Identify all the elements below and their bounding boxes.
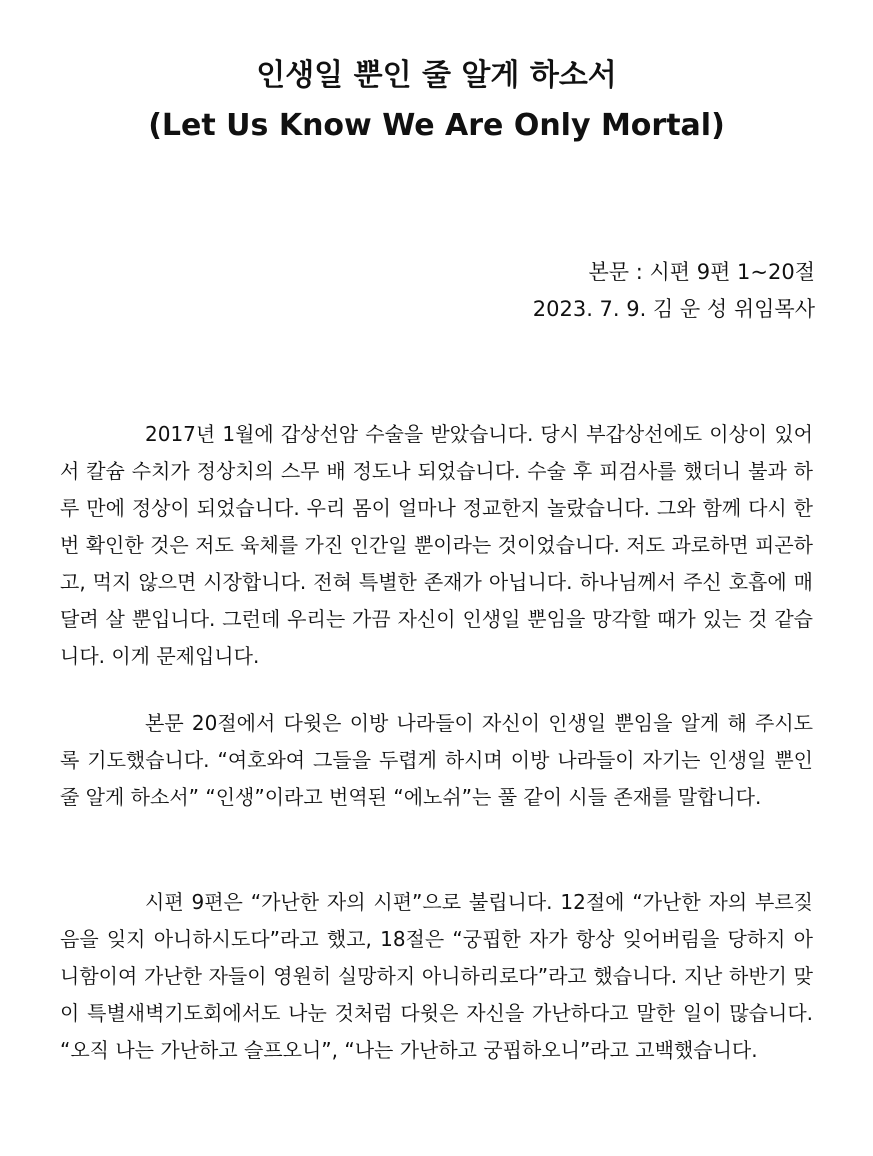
title-block: [0, 52, 873, 152]
scripture-reference: 본문 : 시편 9편 1~20절: [588, 260, 815, 284]
date-author: 2023. 7. 9. 김 운 성 위임목사: [532, 297, 815, 321]
sermon-meta: [533, 254, 815, 328]
page-title: 인생일 뿐인 줄 알게 하소서: [256, 58, 617, 93]
body-paragraph: 본문 20절에서 다윗은 이방 나라들이 자신이 인생일 뿐임을 알게 해 주시도록 기도했습니다. “여호와여 그들을 두렵게 하시며 이방 나라들이 자기는 인생일 뿐인 줄 알게 하소서” “인생”이라고 번역된 “에노쉬”는 풀 같이 시들 존재를 말합니다.: [60, 711, 813, 809]
body-paragraph: 2017년 1월에 갑상선암 수술을 받았습니다. 당시 부갑상선에도 이상이 있어서 칼슘 수치가 정상치의 스무 배 정도나 되었습니다. 수술 후 피검사를 했더니 불과 하루 만에 정상이 되었습니다. 우리 몸이 얼마나 정교한지 놀랐습니다. 그와 함께 다시 한번 확인한 것은 저도 육체를 가진 인간일 뿐이라는 것이었습니다. 저도 과로하면 피곤하고, 먹지 않으면 시장합니다. 전혀 특별한 존재가 아닙니다. 하나님께서 주신 호흡에 매달려 살 뿐입니다. 그런데 우리는 가끔 자신이 인생일 뿐임을 망각할 때가 있는 것 같습니다. 이게 문제입니다.: [60, 422, 813, 668]
page-subtitle: (Let Us Know We Are Only Mortal): [148, 108, 725, 143]
body-paragraph: 시편 9편은 “가난한 자의 시편”으로 불립니다. 12절에 “가난한 자의 부르짖음을 잊지 아니하시도다”라고 했고, 18절은 “궁핍한 자가 항상 잊어버림을 당하지 아니함이여 가난한 자들이 영원히 실망하지 아니하리로다”라고 했습니다. 지난 하반기 맞이 특별새벽기도회에서도 나눈 것처럼 다윗은 자신을 가난하다고 말한 일이 많습니다. “오직 나는 가난하고 슬프오니”, “나는 가난하고 궁핍하오니”라고 고백했습니다.: [60, 890, 813, 1062]
